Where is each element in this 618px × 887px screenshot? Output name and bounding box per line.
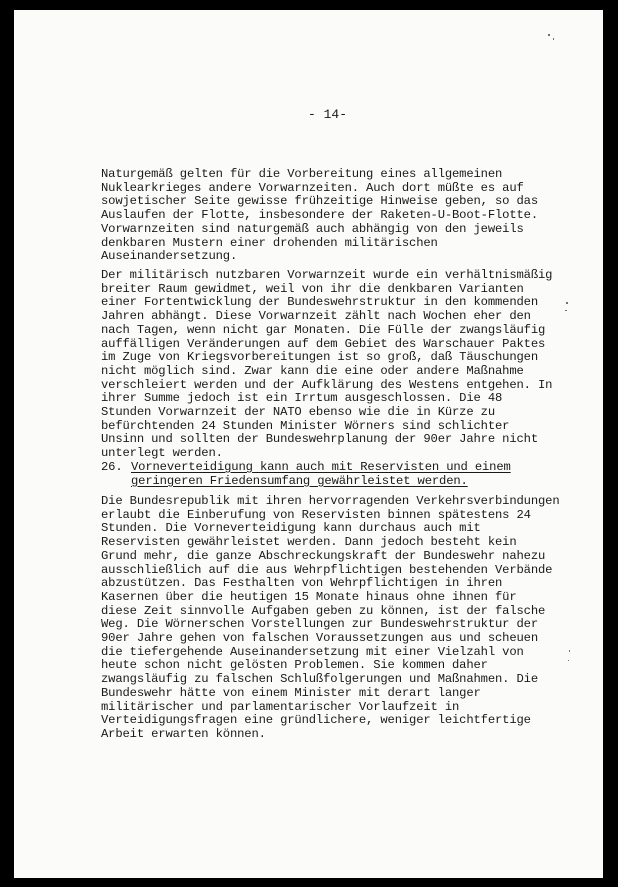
scan-speck [548, 34, 550, 36]
page-number: - 14- [308, 107, 348, 122]
text-line: Vorwarnzeiten sind naturgemäß auch abhängig von den jeweils [101, 221, 524, 236]
text-line: heute schon nicht gelösten Problemen. Sie kommen daher [101, 658, 488, 673]
text-line: Stunden. Die Vorneverteidigung kann durchaus auch mit [101, 521, 481, 536]
text-line: Reservisten gewährleistet werden. Dann jedoch besteht kein [101, 535, 517, 550]
text-line: befürchtenden 24 Stunden Minister Wörners sind schlichter [101, 418, 510, 433]
text-line: unterlegt werden. [101, 446, 223, 461]
section-number: 26. [101, 460, 123, 474]
text-line: Arbeit erwarten können. [101, 726, 266, 741]
scan-speck [566, 302, 568, 304]
scan-speck [568, 660, 569, 661]
text-line: diese Zeit sinnvolle Aufgaben geben zu können, ist der falsche [101, 603, 546, 618]
text-line: nach Tagen, wenn nicht gar Monaten. Die Fülle der zwangsläufig [101, 322, 546, 337]
text-line: Verteidigungsfragen eine gründlichere, weniger leichtfertige [101, 713, 531, 728]
text-line: Stunden Vorwarnzeit der NATO ebenso wie die in Kürze zu [101, 405, 496, 420]
scan-speck [565, 310, 567, 311]
text-line: Auseinandersetzung. [101, 249, 238, 264]
text-line: Jahren abhängt. Diese Vorwarnzeit zählt nach Wochen eher den [101, 309, 531, 324]
text-line: Vorneverteidigung kann auch mit Reservisten und einem [131, 460, 511, 474]
text-line: Bundeswehr hätte von einem Minister mit derart langer [101, 685, 481, 700]
section-heading-text [131, 461, 511, 488]
scan-speck [569, 650, 570, 652]
paragraph-warning-time [101, 269, 581, 461]
text-line: zwangsläufig zu falschen Schlußfolgerungen und Maßnahmen. Die [101, 672, 538, 687]
text-line: Weg. Die Wörnerschen Vorstellungen zur Bundeswehrstruktur der [101, 617, 538, 632]
text-line: geringeren Friedensumfang gewährleistet werden. [131, 473, 468, 488]
text-line: Grund mehr, die ganze Abschreckungskraft der Bundeswehr nahezu [101, 548, 546, 563]
text-line: Die Bundesrepublik mit ihren hervorragenden Verkehrsverbindungen [101, 494, 560, 508]
text-line: einer Fortentwicklung der Bundeswehrstruktur in den kommenden [101, 295, 538, 310]
document-page [14, 10, 603, 878]
text-line: erlaubt die Einberufung von Reservisten binnen spätestens 24 [101, 507, 531, 522]
text-line: ihrer Summe jedoch ist ein Irrtum ausgeschlossen. Die 48 [101, 391, 503, 406]
text-line: Nuklearkrieges andere Vorwarnzeiten. Auch dort müßte es auf [101, 180, 524, 195]
text-line: nicht möglich sind. Zwar kann die eine oder andere Maßnahme [101, 363, 524, 378]
text-line: abzustützen. Das Festhalten von Wehrpflichtigen in ihren [101, 576, 503, 591]
text-line: Naturgemäß gelten für die Vorbereitung eines allgemeinen [101, 167, 503, 181]
paragraph-early-warning-nuclear [101, 168, 581, 264]
text-line: die tiefergehende Auseinandersetzung mit einer Vielzahl von [101, 644, 524, 659]
scan-speck [553, 38, 554, 40]
text-line: im Zuge von Kriegsvorbereitungen ist so groß, daß Täuschungen [101, 350, 538, 365]
paragraph-reservists [101, 495, 581, 742]
text-line: verschleiert werden und der Aufklärung des Westens entgehen. In [101, 377, 553, 392]
text-line: ausschließlich auf die aus Wehrpflichtigen bestehenden Verbände [101, 562, 553, 577]
text-line: Kasernen über die heutigen 15 Monate hinaus ohne ihnen für [101, 589, 517, 604]
text-line: breiter Raum gewidmet, weil von ihr die denkbaren Varianten [101, 281, 524, 296]
text-line: 90er Jahre gehen von falschen Voraussetzungen aus und scheuen [101, 631, 538, 646]
text-line: Der militärisch nutzbaren Vorwarnzeit wurde ein verhältnismäßig [101, 268, 553, 282]
text-line: militärischer und parlamentarischer Vorlaufzeit in [101, 699, 460, 714]
text-line: auffälligen Veränderungen auf dem Gebiet des Warschauer Paktes [101, 336, 546, 351]
text-line: Auslaufen der Flotte, insbesondere der Raketen-U-Boot-Flotte. [101, 208, 538, 223]
text-line: Unsinn und sollten der Bundeswehrplanung der 90er Jahre nicht [101, 432, 538, 447]
text-line: sowjetischer Seite gewisse frühzeitige Hinweise geben, so das [101, 194, 538, 209]
text-line: denkbaren Mustern einer drohenden militärischen [101, 235, 438, 250]
